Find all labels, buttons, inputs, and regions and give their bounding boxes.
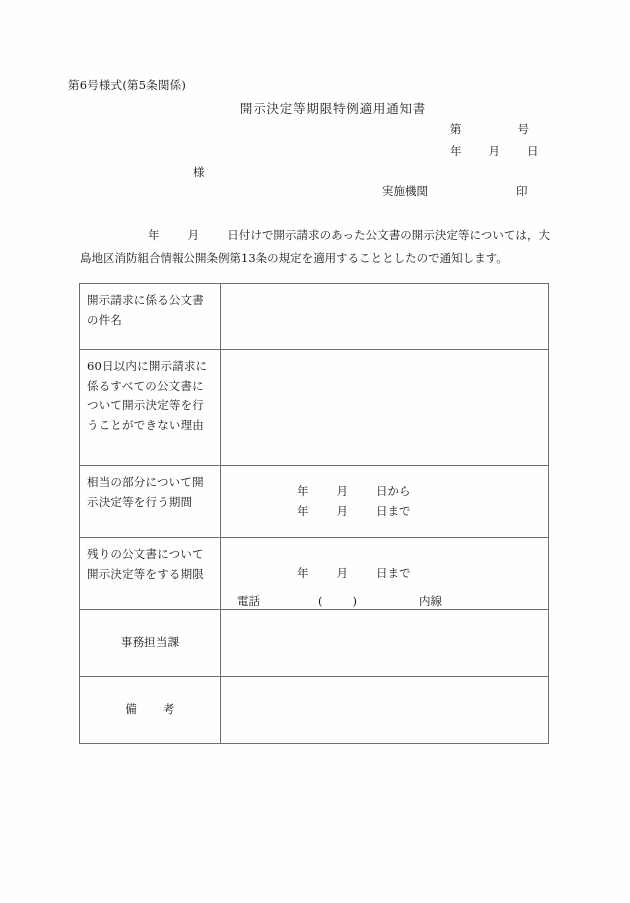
document-date-day: 日 bbox=[527, 144, 539, 158]
deadline-date-line bbox=[229, 564, 540, 584]
table-row bbox=[80, 466, 549, 538]
date-from-day: 日から bbox=[376, 484, 411, 498]
telephone-label: 電話 bbox=[237, 593, 260, 608]
seal-mark: 印 bbox=[516, 184, 528, 198]
document-number-prefix: 第 bbox=[450, 122, 462, 136]
document-number-suffix: 号 bbox=[517, 122, 529, 136]
row-label-remarks bbox=[80, 677, 221, 744]
row-label-partial-period: 相当の部分について開示決定等を行う期間 bbox=[80, 466, 221, 538]
date-from-month: 月 bbox=[336, 484, 348, 498]
notification-form-table bbox=[79, 283, 549, 744]
date-to-month: 月 bbox=[336, 503, 348, 518]
page-title bbox=[0, 99, 630, 117]
row-value-document-title[interactable] bbox=[221, 284, 549, 350]
row-value-reason[interactable] bbox=[221, 350, 549, 466]
table-row bbox=[80, 284, 549, 350]
date-range-line-to bbox=[229, 502, 540, 522]
row-label-responsible-section: 事務担当課 bbox=[80, 610, 221, 677]
document-date-year: 年 bbox=[450, 144, 462, 158]
table-row bbox=[80, 610, 549, 677]
issuing-agency-label: 実施機関 bbox=[382, 184, 428, 198]
row-value-remarks[interactable] bbox=[221, 677, 549, 744]
form-number: 第6号様式(第5条関係) bbox=[68, 78, 187, 92]
telephone-paren-close: ) bbox=[352, 593, 357, 608]
date-to-day: 日まで bbox=[376, 503, 411, 518]
deadline-day: 日まで bbox=[376, 565, 411, 580]
table-row bbox=[80, 677, 549, 744]
remarks-label-part2: 考 bbox=[163, 702, 175, 717]
row-label-remaining-deadline: 残りの公文書について開示決定等をする期限 bbox=[80, 538, 221, 610]
row-value-partial-period[interactable] bbox=[221, 466, 549, 538]
table-row bbox=[80, 350, 549, 466]
deadline-year: 年 bbox=[297, 565, 309, 580]
telephone-paren-open: ( bbox=[318, 593, 323, 608]
body-text: 日付けで開示請求のあった公文書の開示決定等については，大島地区消防組合情報公開条例第13条の規定を適用することとしたので通知します。 bbox=[80, 228, 551, 265]
deadline-month: 月 bbox=[336, 565, 348, 580]
document-date-field bbox=[450, 143, 539, 159]
body-date-year: 年 bbox=[148, 228, 160, 242]
row-value-responsible-section[interactable] bbox=[221, 593, 549, 677]
date-range-line-from bbox=[229, 482, 540, 502]
addressee-suffix: 様 bbox=[193, 165, 205, 179]
body-paragraph bbox=[80, 224, 550, 270]
remarks-label-part1: 備 bbox=[125, 702, 137, 717]
date-to-year: 年 bbox=[297, 503, 309, 518]
issuing-agency-line bbox=[382, 183, 528, 199]
body-date-month: 月 bbox=[187, 228, 200, 242]
document-number-field bbox=[450, 121, 529, 137]
row-label-document-title: 開示請求に係る公文書の件名 bbox=[80, 284, 221, 350]
document-date-month: 月 bbox=[488, 144, 500, 158]
extension-label: 内線 bbox=[419, 593, 442, 608]
row-label-reason: 60日以内に開示請求に係るすべての公文書について開示決定等を行うことができない理由 bbox=[80, 350, 221, 466]
telephone-line bbox=[237, 592, 442, 612]
date-from-year: 年 bbox=[297, 484, 309, 498]
page-title-text: 開示決定等期限特例適用通知書 bbox=[239, 101, 427, 116]
